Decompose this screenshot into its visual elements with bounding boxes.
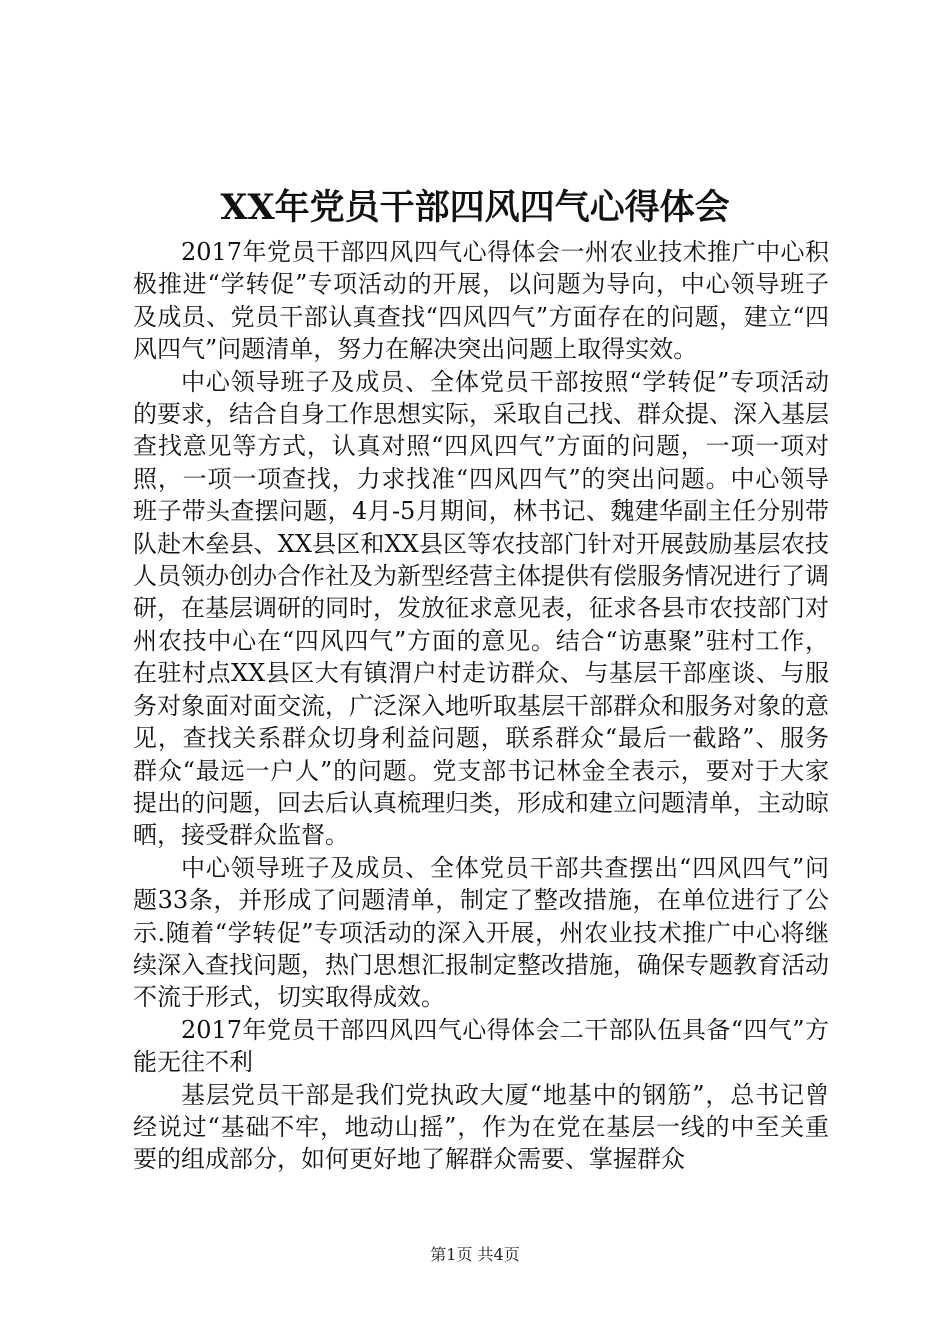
page-footer: 第1页 共4页 xyxy=(430,1245,520,1264)
paragraph-5: 基层党员干部是我们党执政大厦“地基中的钢筋”，总书记曾经说过“基础不牢，地动山摇”，作为在党在基层一线的中至关重要的组成部分，如何更好地了解群众需要、掌握群众 xyxy=(133,1080,829,1174)
document-title: XX年党员干部四风四气心得体会 xyxy=(220,187,730,228)
paragraph-3: 中心领导班子及成员、全体党员干部共查摆出“四风四气”问题33条，并形成了问题清单，制定了整改措施，在单位进行了公示.随着“学转促”专项活动的深入开展，州农业技术推广中心将继续深入查找问题，热门思想汇报制定整改措施，确保专题教育活动不流于形式，切实取得成效。 xyxy=(133,853,829,1012)
paragraph-1: 2017年党员干部四风四气心得体会一州农业技术推广中心积极推进“学转促”专项活动的开展，以问题为导向，中心领导班子及成员、党员干部认真查找“四风四气”方面存在的问题，建立“四风四气”问题清单，努力在解决突出问题上取得实效。 xyxy=(133,238,829,364)
paragraph-4: 2017年党员干部四风四气心得体会二干部队伍具备“四气”方能无往不利 xyxy=(133,1015,829,1077)
paragraph-2: 中心领导班子及成员、全体党员干部按照“学转促”专项活动的要求，结合自身工作思想实际，采取自己找、群众提、深入基层查找意见等方式，认真对照“四风四气”方面的问题，一项一项对照，一项一项查找，力求找准“四风四气”的突出问题。中心领导班子带头查摆问题，4月-5月期间，林书记、魏建华副主任分别带队赴木垒县、XX县区和XX县区等农技部门针对开展鼓励基层农技人员领办创办合作社及为新型经营主体提供有偿服务情况进行了调研，在基层调研的同时，发放征求意见表，征求各县市农技部门对州农技中心在“四风四气”方面的意见。结合“访惠聚”驻村工作，在驻村点XX县区大有镇渭户村走访群众、与基层干部座谈、与服务对象面对面交流，广泛深入地听取基层干部群众和服务对象的意见，查找关系群众切身利益问题，联系群众“最后一截路”、服务群众“最远一户人”的问题。党支部书记林金全表示，要对于大家提出的问题，回去后认真梳理归类，形成和建立问题清单，主动晾晒，接受群众监督。 xyxy=(133,367,829,850)
document-body xyxy=(133,236,829,1176)
